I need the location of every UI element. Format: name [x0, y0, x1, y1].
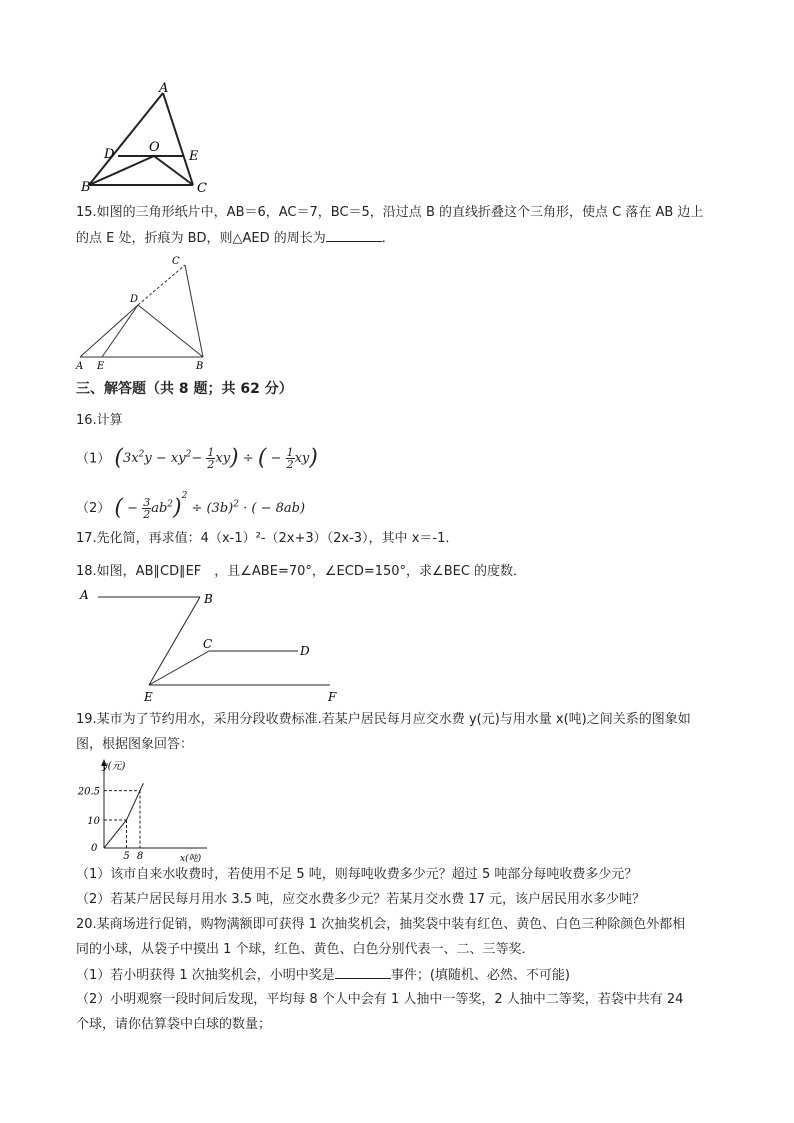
q19-part1: （1）该市自来水收费时，若使用不足 5 吨，则每吨收费多少元？超过 5 吨部分每吨收费多少元？	[76, 867, 638, 882]
y-axis-label: y(元)	[102, 761, 126, 772]
q16-part1-expr: ($3x^2y - xy^2-$ $\frac{1}{2}$ xy) ÷ ( − $\frac{1}{2}$ xy)	[114, 445, 318, 472]
q20-line1: 20.某商场进行促销，购物满额即可获得 1 次抽奖机会，抽奖袋中装有红色、黄色、白色三种除颜色外都相	[76, 917, 686, 932]
q20-part1-end: 事件；(填随机、必然、不可能)	[390, 968, 570, 983]
q20-part1	[76, 966, 570, 985]
q15-line2-end: ．	[381, 231, 395, 246]
q16-part1	[76, 440, 318, 474]
q15-line1: 15.如图的三角形纸片中，AB＝6，AC＝7，BC＝5，沿过点 B 的直线折叠这个三角形，使点 C 落在 AB 边上	[76, 205, 704, 220]
figure-q18	[76, 585, 356, 707]
figure-q19-chart	[76, 757, 216, 865]
label-O: O	[149, 140, 160, 155]
x-axis-label: x(吨)	[180, 854, 202, 864]
q17-text: 17.先化简，再求值：4（x-1）²-（2x+3）（2x-3），其中 x＝-1．	[76, 531, 459, 546]
label-D: D	[130, 294, 139, 305]
y-tick-label-1: 20.5	[77, 786, 100, 798]
label-A: A	[159, 81, 169, 96]
label-D: D	[104, 147, 115, 162]
label-E: E	[97, 361, 105, 372]
y-tick-label-0: 10	[87, 816, 100, 827]
q16-part1-label: （1）	[76, 451, 111, 467]
q15-line2	[76, 229, 395, 248]
section-heading: 三、解答题（共 8 题；共 62 分）	[76, 381, 293, 397]
label-A: A	[80, 588, 89, 602]
x-tick-label-1: 8	[136, 851, 144, 862]
q16-title: 16.计算	[76, 413, 123, 428]
label-E: E	[189, 149, 199, 164]
q19-line1: 19.某市为了节约用水，采用分段收费标准.若某户居民每月应交水费 y(元)与用水量 x(吨)之间关系的图象如	[76, 712, 691, 727]
label-A: A	[76, 361, 84, 372]
q15-line2-text: 的点 E 处，折痕为 BD，则△AED 的周长为	[76, 231, 326, 246]
q19-line2: 图，根据图象回答：	[76, 737, 194, 752]
x-tick-label-0: 5	[123, 851, 130, 862]
label-B: B	[81, 180, 91, 195]
label-D: D	[300, 644, 310, 658]
q16-part2-expr: ( − $\frac{3}{2}$ $ab^2)^2 \div (3b)^2$ · ( − 8ab)	[114, 491, 306, 521]
q20-part2-line1: （2）小明观察一段时间后发现，平均每 8 个人中会有 1 人抽中一等奖，2 人抽中二等奖，若袋中共有 24	[76, 992, 684, 1007]
label-C: C	[172, 256, 180, 267]
q18-text: 18.如图，AB∥CD∥EF ，且∠ABE=70°，∠ECD=150°，求∠BEC 的度数．	[76, 564, 527, 579]
figure-q14	[76, 80, 216, 195]
q16-part2	[76, 480, 305, 525]
q19-part2: （2）若某户居民每月用水 3.5 吨，应交水费多少元？若某月交水费 17 元，该户居民用水多少吨？	[76, 892, 646, 907]
q20-part1-start: （1）若小明获得 1 次抽奖机会，小明中奖是	[76, 968, 335, 983]
origin-label: 0	[91, 843, 98, 854]
q20-part2-line2: 个球，请你估算袋中白球的数量；	[76, 1017, 272, 1032]
series-line	[104, 783, 143, 848]
label-C: C	[197, 181, 207, 195]
q20-line2: 同的小球，从袋子中摸出 1 个球，红色、黄色、白色分别代表一、二、三等奖．	[76, 942, 535, 957]
label-B: B	[204, 592, 213, 606]
label-C: C	[203, 637, 213, 651]
q15-answer-blank[interactable]	[326, 229, 382, 242]
label-B: B	[196, 361, 204, 372]
label-F: F	[328, 690, 337, 704]
figure-q15	[72, 250, 212, 375]
label-E: E	[144, 690, 153, 704]
q16-part2-label: （2）	[76, 501, 111, 516]
q20-answer-blank[interactable]	[335, 966, 391, 979]
